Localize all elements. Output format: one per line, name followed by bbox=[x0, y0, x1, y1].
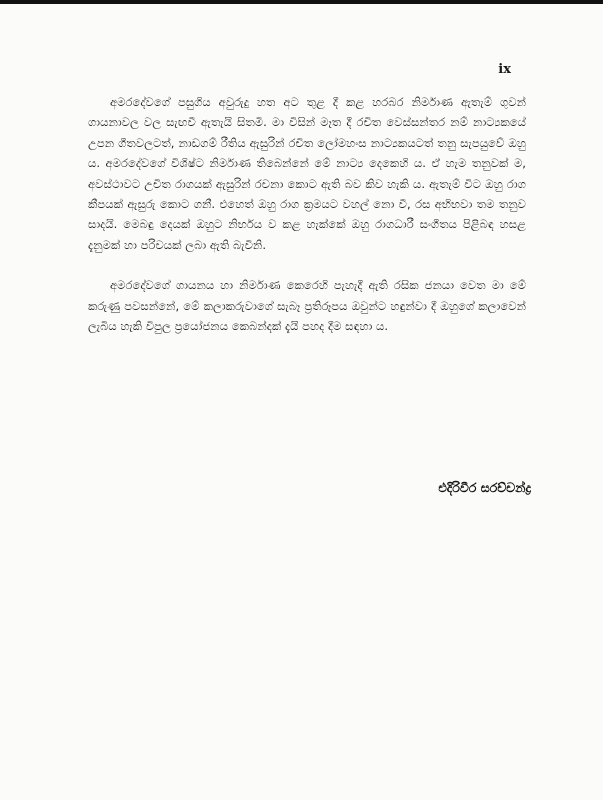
author-signature: එදිරිවීර සරච්චන්ද්‍ර bbox=[438, 480, 531, 495]
paragraph-1: අමරදේවගේ පසුගිය අවුරුදු හත අට තුළ දී කළ හරබර නිර්මාණ ඇතැම් ගුවන් ගායනාවල වල සැඟවී ඇතැයි සිතමි. මා විසින් මෑත දී රචිත වෙස්සන්තර නම් නාට්‍යකයේ උපන ගීතවලටත්, නාඩගම් රීතිය ඇසුරින් රචිත ලෝමහංස නාට්‍යකයටත් තනු සැපයුවේ ඔහු ය. අමරදේවගේ විශිෂ්ට නිර්මාණ තිබෙන්නේ මේ නාට්‍ය දෙකෙහි ය. ඒ හැම තනුවක් ම, අවස්ථාවට උචිත රාගයක් ඇසුරින් රචනා කොට ඇති බව කිව හැකි ය. ඇතැම් විට ඔහු රාග කීපයක් ඇසුරු කොට ගනී. එහෙත් ඔහු රාග ක්‍රමයට වහල් නො වී, රස අභිභවා තම තනුව සාදයි. මෙබඳු දෙයක් ඔහුට නිර්භය ව කළ හැක්කේ ඔහු රාගධාරී සංගීතය පිළිබඳ හසළ දැනුමක් හා පරිචයක් ලබා ඇති බැවිනි. bbox=[88, 95, 526, 252]
paragraph-2: අමරදේවගේ ගායනය හා නිර්මාණ කෙරෙහි පැහැදී ඇති රසික ජනයා වෙත මා මේ කරුණු පවසන්නේ, මේ කලාකරුවාගේ සැබෑ ප්‍රතිරූපය ඔවුන්ට හඳුන්වා දී ඔහුගේ කලාවෙන් ලැබිය හැකි විපුල ප්‍රයෝජනය කෙබන්දක් දැයි පහද දීම සඳහා ය. bbox=[88, 278, 526, 334]
scan-top-edge bbox=[0, 0, 603, 4]
body-text bbox=[88, 92, 526, 356]
page-number: ix bbox=[498, 62, 511, 77]
